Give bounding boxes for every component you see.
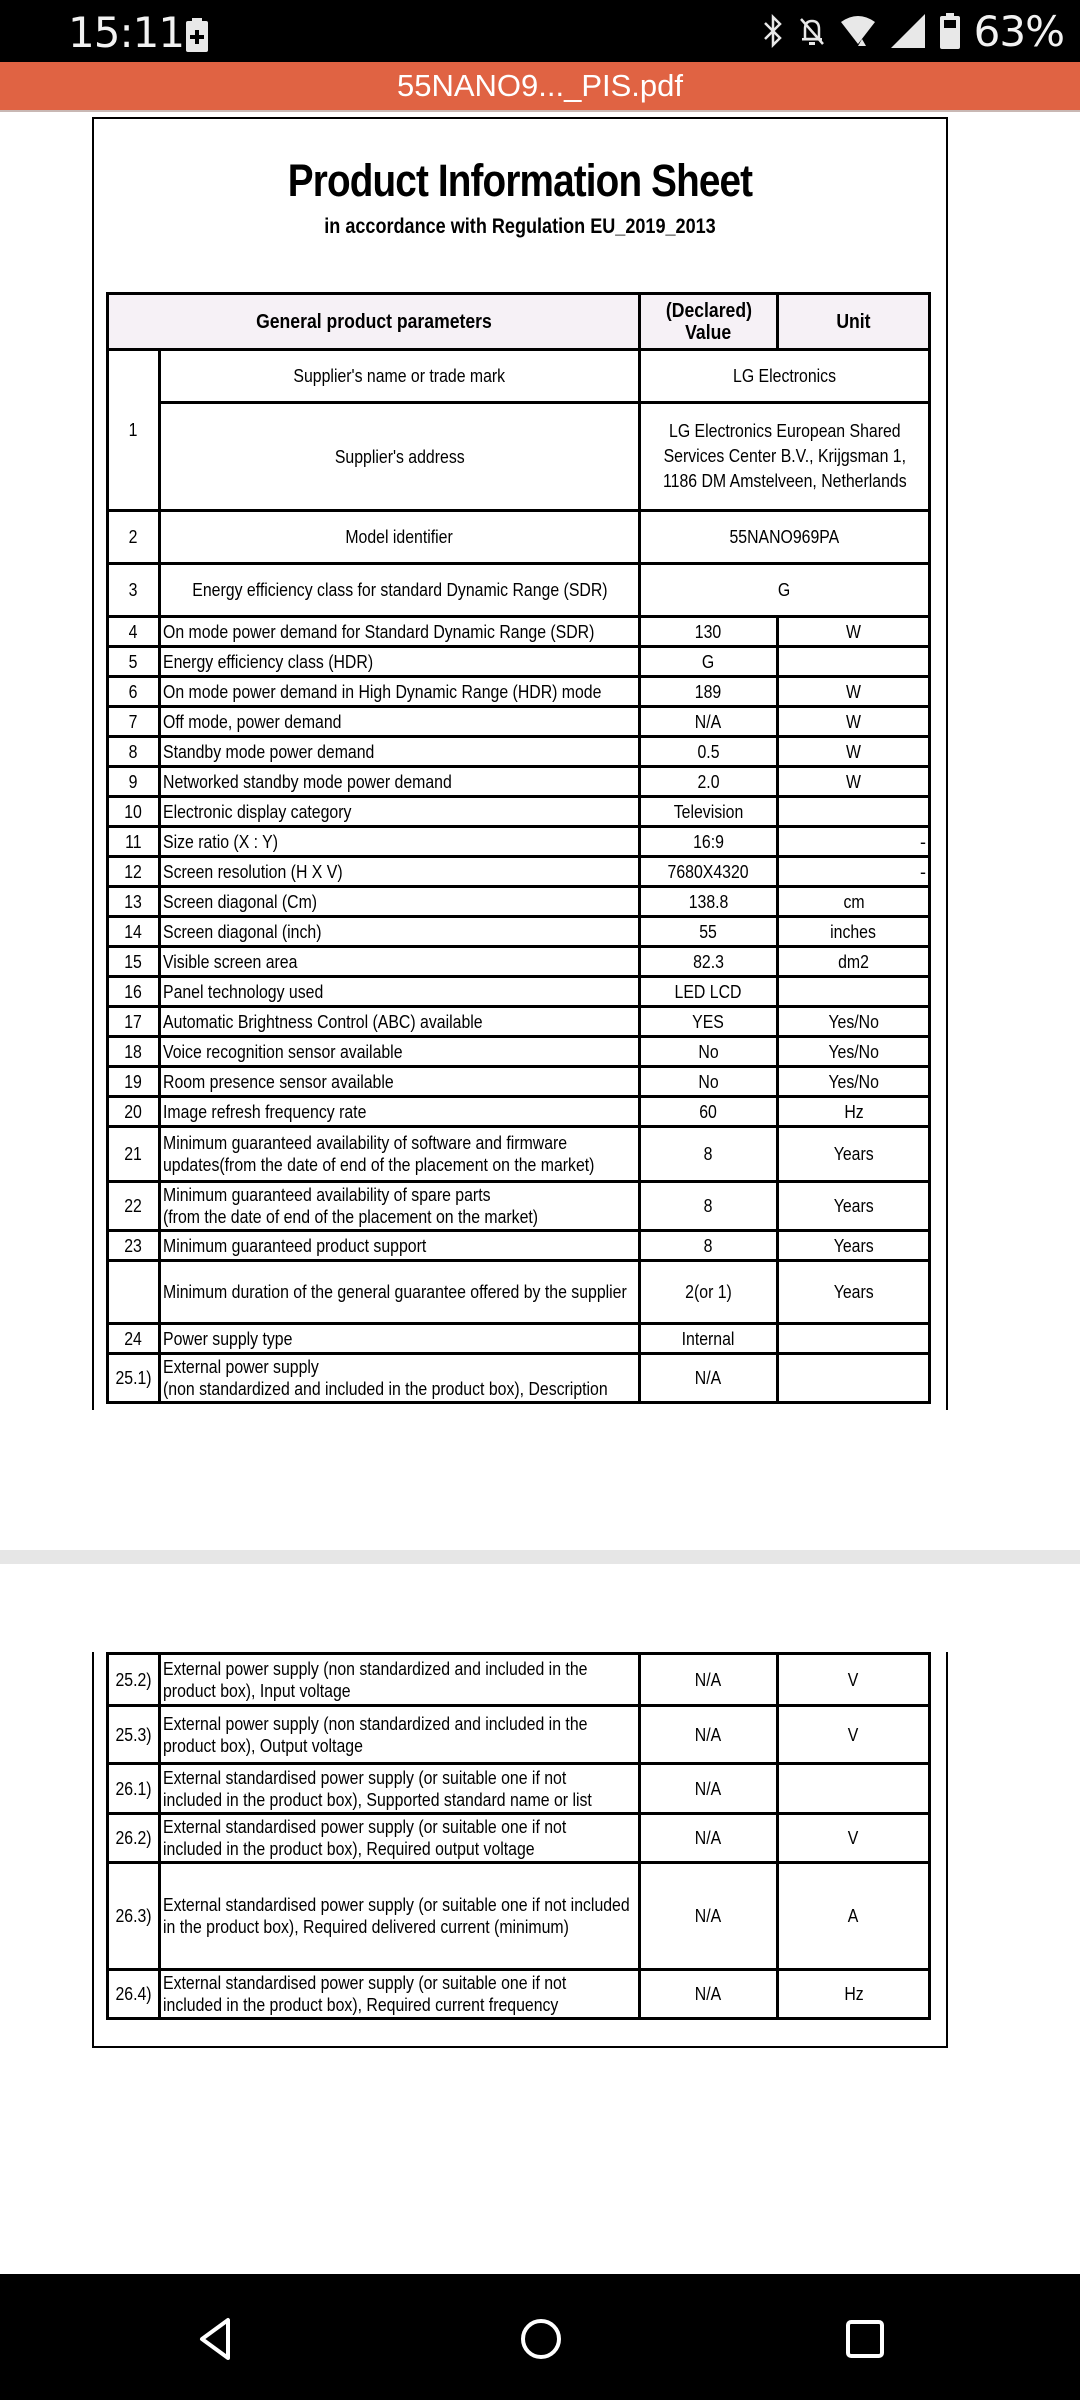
document-heading	[94, 155, 946, 239]
table-row	[108, 767, 930, 797]
row-unit: Yes/No	[778, 1037, 930, 1067]
table-row	[108, 977, 930, 1007]
row-unit: -	[778, 857, 930, 887]
row-number: 3	[108, 564, 160, 617]
pdf-page-2[interactable]	[92, 1652, 948, 2048]
table-row	[108, 677, 930, 707]
system-nav-bar	[0, 2274, 1080, 2400]
row-value: YES	[640, 1007, 778, 1037]
row-unit: W	[778, 677, 930, 707]
row-unit	[778, 647, 930, 677]
row-value: G	[640, 647, 778, 677]
row-number: 22	[108, 1182, 160, 1231]
page-separator	[0, 1550, 1080, 1564]
row-number: 6	[108, 677, 160, 707]
row-number: 20	[108, 1097, 160, 1127]
table-row	[108, 1097, 930, 1127]
row-number: 23	[108, 1231, 160, 1261]
page-gap	[0, 1410, 1080, 1550]
row-value: 82.3	[640, 947, 778, 977]
row-value: N/A	[640, 1863, 778, 1970]
row-label: External power supply (non standardized and included in the product box), Output voltage	[160, 1706, 640, 1764]
row-label: Energy efficiency class for standard Dynamic Range (SDR)	[160, 564, 640, 617]
row-value: 8	[640, 1127, 778, 1182]
row-unit: Years	[778, 1231, 930, 1261]
product-parameters-table	[106, 292, 931, 1404]
row-label: Size ratio (X : Y)	[160, 827, 640, 857]
row-number: 5	[108, 647, 160, 677]
table-row	[108, 1231, 930, 1261]
row-value: 2.0	[640, 767, 778, 797]
row-unit: Years	[778, 1127, 930, 1182]
row-label: On mode power demand for Standard Dynamic Range (SDR)	[160, 617, 640, 647]
row-value: 55	[640, 917, 778, 947]
row-number: 21	[108, 1127, 160, 1182]
row-number: 7	[108, 707, 160, 737]
row-value: 0.5	[640, 737, 778, 767]
row-label: Minimum duration of the general guarantee offered by the supplier	[160, 1261, 640, 1324]
row-label: Electronic display category	[160, 797, 640, 827]
row-label: Visible screen area	[160, 947, 640, 977]
row-unit: A	[778, 1863, 930, 1970]
row-unit: cm	[778, 887, 930, 917]
table-row	[108, 1764, 930, 1814]
table-row	[108, 797, 930, 827]
row-number: 24	[108, 1324, 160, 1354]
home-icon[interactable]	[516, 2314, 566, 2364]
table-row	[108, 1127, 930, 1182]
row-unit: W	[778, 707, 930, 737]
row-number: 25.3)	[108, 1706, 160, 1764]
row-value: 130	[640, 617, 778, 647]
row-value: 8	[640, 1182, 778, 1231]
row-unit: V	[778, 1706, 930, 1764]
wifi-icon	[840, 14, 876, 48]
row-unit: W	[778, 767, 930, 797]
row-value: No	[640, 1037, 778, 1067]
row-value: LG Electronics	[640, 350, 930, 403]
row-number: 11	[108, 827, 160, 857]
row-number: 16	[108, 977, 160, 1007]
row-unit: Yes/No	[778, 1067, 930, 1097]
product-parameters-table-continued	[106, 1652, 931, 2020]
row-value: N/A	[640, 1814, 778, 1863]
row-label: Minimum guaranteed availability of software and firmware updates(from the date of end of the placement on the market)	[160, 1127, 640, 1182]
row-unit: V	[778, 1814, 930, 1863]
row-number: 1	[108, 350, 160, 511]
row-number: 26.4)	[108, 1970, 160, 2019]
row-label: Screen diagonal (inch)	[160, 917, 640, 947]
row-label: Screen diagonal (Cm)	[160, 887, 640, 917]
row-unit	[778, 1324, 930, 1354]
row-unit: dm2	[778, 947, 930, 977]
row-unit: Years	[778, 1182, 930, 1231]
table-row	[108, 1324, 930, 1354]
row-label: Supplier's name or trade mark	[160, 350, 640, 403]
row-value: 55NANO969PA	[640, 511, 930, 564]
table-row	[108, 1037, 930, 1067]
row-number: 14	[108, 917, 160, 947]
row-label: Networked standby mode power demand	[160, 767, 640, 797]
row-unit: W	[778, 617, 930, 647]
row-number: 9	[108, 767, 160, 797]
table-row	[108, 403, 930, 511]
row-number: 12	[108, 857, 160, 887]
row-unit: -	[778, 827, 930, 857]
row-label: External standardised power supply (or suitable one if not included in the product box), Supported standard name or list	[160, 1764, 640, 1814]
row-value: N/A	[640, 1354, 778, 1403]
row-value: G	[640, 564, 930, 617]
bluetooth-icon	[762, 14, 784, 48]
row-label: External power supply (non standardized and included in the product box), Description	[160, 1354, 640, 1403]
row-number: 15	[108, 947, 160, 977]
pdf-page-1[interactable]	[92, 117, 948, 1449]
row-label: External standardised power supply (or suitable one if not included in the product box), Required current frequency	[160, 1970, 640, 2019]
table-row	[108, 827, 930, 857]
table-row	[108, 887, 930, 917]
row-unit: V	[778, 1654, 930, 1706]
file-name: 55NANO9..._PIS.pdf	[396, 68, 684, 103]
table-row	[108, 1007, 930, 1037]
battery-charging-icon	[186, 18, 208, 52]
row-unit: Yes/No	[778, 1007, 930, 1037]
table-row	[108, 1654, 930, 1706]
row-label: Room presence sensor available	[160, 1067, 640, 1097]
row-number: 26.2)	[108, 1814, 160, 1863]
table-header-row	[108, 294, 930, 350]
row-number: 17	[108, 1007, 160, 1037]
row-unit	[778, 797, 930, 827]
document-subtitle: in accordance with Regulation EU_2019_2013	[324, 215, 716, 238]
row-value: 7680X4320	[640, 857, 778, 887]
row-unit: Years	[778, 1261, 930, 1324]
row-number: 4	[108, 617, 160, 647]
row-value: Internal	[640, 1324, 778, 1354]
row-number: 26.3)	[108, 1863, 160, 1970]
table-row	[108, 1863, 930, 1970]
table-row	[108, 511, 930, 564]
table-row	[108, 857, 930, 887]
row-value: N/A	[640, 1764, 778, 1814]
table-row	[108, 1067, 930, 1097]
table-row	[108, 1354, 930, 1403]
table-row	[108, 737, 930, 767]
document-title-bar[interactable]	[0, 62, 1080, 110]
row-number: 2	[108, 511, 160, 564]
header-unit: Unit	[778, 294, 930, 350]
row-value: No	[640, 1067, 778, 1097]
row-value: N/A	[640, 1654, 778, 1706]
row-unit	[778, 1764, 930, 1814]
row-label: Off mode, power demand	[160, 707, 640, 737]
row-value: Television	[640, 797, 778, 827]
table-row	[108, 1261, 930, 1324]
row-label: Minimum guaranteed availability of spare parts (from the date of end of the placement on the market)	[160, 1182, 640, 1231]
row-label: Voice recognition sensor available	[160, 1037, 640, 1067]
table-row	[108, 947, 930, 977]
row-unit	[778, 1354, 930, 1403]
row-number: 26.1)	[108, 1764, 160, 1814]
table-row	[108, 917, 930, 947]
row-value: LG Electronics European Shared Services Center B.V., Krijgsman 1, 1186 DM Amstelveen, Netherlands	[640, 403, 930, 511]
row-unit: inches	[778, 917, 930, 947]
row-value: N/A	[640, 707, 778, 737]
row-label: Model identifier	[160, 511, 640, 564]
row-value: 16:9	[640, 827, 778, 857]
row-unit: Hz	[778, 1097, 930, 1127]
row-number: 13	[108, 887, 160, 917]
table-row	[108, 647, 930, 677]
status-icons	[762, 6, 1064, 56]
row-unit: W	[778, 737, 930, 767]
status-time: 15:11	[68, 8, 185, 57]
row-number: 25.2)	[108, 1654, 160, 1706]
row-value: 2(or 1)	[640, 1261, 778, 1324]
row-value: 138.8	[640, 887, 778, 917]
back-icon[interactable]	[190, 2314, 240, 2364]
table-row	[108, 617, 930, 647]
page-gap	[0, 1564, 1080, 1652]
table-row	[108, 1970, 930, 2019]
notifications-off-icon	[798, 14, 826, 48]
document-title: Product Information Sheet	[287, 155, 753, 206]
header-declared-value: (Declared) Value	[640, 294, 778, 350]
table-row	[108, 350, 930, 403]
table-row	[108, 1706, 930, 1764]
row-label: Automatic Brightness Control (ABC) available	[160, 1007, 640, 1037]
row-value: N/A	[640, 1706, 778, 1764]
header-parameters: General product parameters	[108, 294, 640, 350]
row-label: External power supply (non standardized and included in the product box), Input voltage	[160, 1654, 640, 1706]
table-row	[108, 1814, 930, 1863]
row-label: External standardised power supply (or suitable one if not included in the product box), Required output voltage	[160, 1814, 640, 1863]
row-number: 18	[108, 1037, 160, 1067]
row-label: Screen resolution (H X V)	[160, 857, 640, 887]
row-label: Power supply type	[160, 1324, 640, 1354]
row-label: On mode power demand in High Dynamic Range (HDR) mode	[160, 677, 640, 707]
row-number: 8	[108, 737, 160, 767]
row-number: 10	[108, 797, 160, 827]
row-unit	[778, 977, 930, 1007]
row-label: Minimum guaranteed product support	[160, 1231, 640, 1261]
row-value: N/A	[640, 1970, 778, 2019]
row-number	[108, 1261, 160, 1324]
row-number: 19	[108, 1067, 160, 1097]
row-unit: Hz	[778, 1970, 930, 2019]
row-label: Panel technology used	[160, 977, 640, 1007]
recents-icon[interactable]	[840, 2314, 890, 2364]
battery-icon	[940, 13, 960, 49]
row-label: Supplier's address	[160, 403, 640, 511]
row-value: 189	[640, 677, 778, 707]
row-label: External standardised power supply (or suitable one if not included in the product box), Required delivered current (minimum)	[160, 1863, 640, 1970]
cell-signal-icon	[890, 13, 926, 49]
table-row	[108, 707, 930, 737]
row-label: Standby mode power demand	[160, 737, 640, 767]
status-bar	[0, 0, 1080, 62]
battery-percent: 63%	[973, 6, 1064, 56]
row-number: 25.1)	[108, 1354, 160, 1403]
row-value: 60	[640, 1097, 778, 1127]
row-value: 8	[640, 1231, 778, 1261]
row-value: LED LCD	[640, 977, 778, 1007]
table-row	[108, 564, 930, 617]
row-label: Image refresh frequency rate	[160, 1097, 640, 1127]
row-label: Energy efficiency class (HDR)	[160, 647, 640, 677]
table-row	[108, 1182, 930, 1231]
title-bar-shadow	[0, 110, 1080, 112]
